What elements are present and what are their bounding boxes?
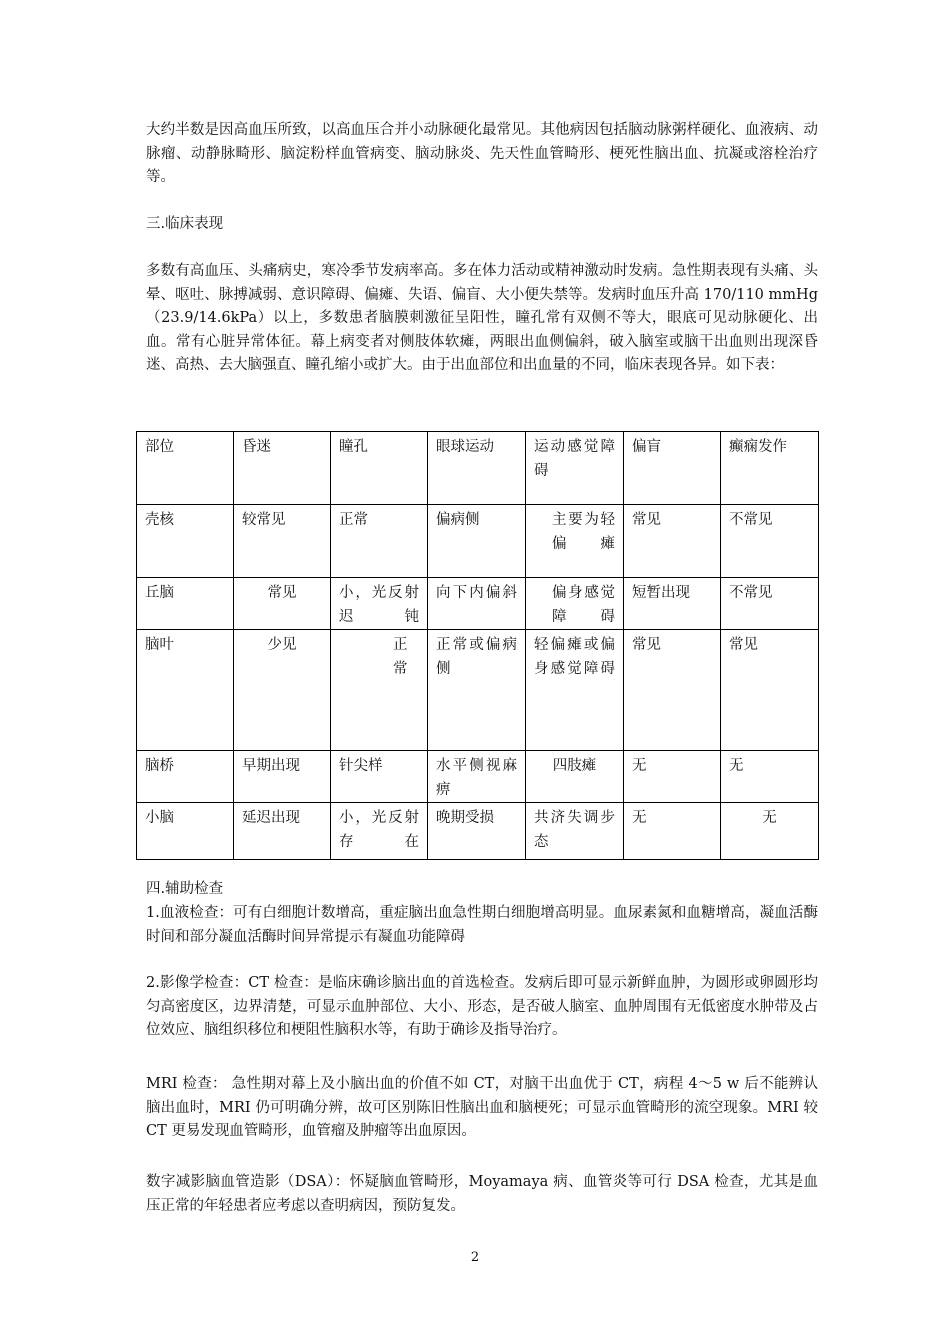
table-cell: 无	[624, 751, 721, 803]
intro-paragraph: 大约半数是因高血压所致，以高血压合并小动脉硬化最常见。其他病因包括脑动脉粥样硬化、血液病、动脉瘤、动静脉畸形、脑淀粉样血管病变、脑动脉炎、先天性血管畸形、梗死性脑出血、抗凝或溶栓治疗等。	[146, 122, 818, 185]
table-cell: 脑桥	[137, 751, 234, 803]
table-header-cell: 昏迷	[234, 432, 331, 505]
table-row	[137, 803, 819, 860]
table-cell: 常见	[624, 505, 721, 578]
table-row	[137, 751, 819, 803]
table-cell: 向下内偏斜	[428, 578, 526, 630]
table-cell: 常见	[624, 630, 721, 751]
table-cell: 常见	[721, 630, 819, 751]
table-cell: 轻偏瘫或偏身感觉障碍	[526, 630, 624, 751]
imaging-paragraph: 2.影像学检查：CT 检查：是临床确诊脑出血的首选检查。发病后即可显示新鲜血肿，为圆形或卵圆形均匀高密度区，边界清楚，可显示血肿部位、大小、形态，是否破人脑室、血肿周围有无低密度水肿带及占位效应、脑组织移位和梗阻性脑积水等，有助于确诊及指导治疗。	[146, 975, 818, 1038]
table-row	[137, 630, 819, 751]
table-cell: 早期出现	[234, 751, 331, 803]
table-cell: 主要为轻偏瘫	[526, 505, 624, 578]
table-header-cell: 眼球运动	[428, 432, 526, 505]
table-row	[137, 505, 819, 578]
table-cell: 小，光反射存在	[331, 803, 428, 860]
table-cell: 偏病侧	[428, 505, 526, 578]
table-cell: 较常见	[234, 505, 331, 578]
table-cell: 不常见	[721, 505, 819, 578]
mri-paragraph: MRI 检查： 急性期对幕上及小脑出血的价值不如 CT，对脑干出血优于 CT，病程 4～5 w 后不能辨认脑出血时，MRI 仍可明确分辨，故可区别陈旧性脑出血和脑梗死；可显示血管畸形的流空现象。MRI 较 CT 更易发现血管畸形，血管瘤及肿瘤等出血原因。	[146, 1076, 818, 1139]
table-cell: 延迟出现	[234, 803, 331, 860]
table-cell: 晚期受损	[428, 803, 526, 860]
table-cell: 四肢瘫	[526, 751, 624, 803]
table-cell: 无	[624, 803, 721, 860]
table-cell: 正常	[331, 630, 428, 751]
table-header-row	[137, 432, 819, 505]
hemorrhage-comparison-table	[136, 431, 819, 860]
table-cell: 丘脑	[137, 578, 234, 630]
table-cell: 脑叶	[137, 630, 234, 751]
table-cell: 常见	[234, 578, 331, 630]
table-cell: 不常见	[721, 578, 819, 630]
table-header-cell: 部位	[137, 432, 234, 505]
dsa-paragraph: 数字减影脑血管造影（DSA）：怀疑脑血管畸形，Moyamaya 病、血管炎等可行 DSA 检查，尤其是血压正常的年轻患者应考虑以查明病因，预防复发。	[146, 1174, 818, 1214]
table-cell: 壳核	[137, 505, 234, 578]
table-cell: 小脑	[137, 803, 234, 860]
table-cell: 少见	[234, 630, 331, 751]
table-row	[137, 578, 819, 630]
table-cell: 小，光反射迟钝	[331, 578, 428, 630]
table-cell: 正常	[331, 505, 428, 578]
section-heading-auxiliary: 四.辅助检查	[146, 881, 224, 897]
table-cell: 共济失调步态	[526, 803, 624, 860]
page-number: 2	[470, 1250, 480, 1265]
table-cell: 无	[721, 803, 819, 860]
table-header-cell: 瞳孔	[331, 432, 428, 505]
table-header-cell: 运动感觉障碍	[526, 432, 624, 505]
table-cell: 无	[721, 751, 819, 803]
section-heading-clinical: 三.临床表现	[146, 216, 224, 232]
table-cell: 水平侧视麻痹	[428, 751, 526, 803]
table-header-cell: 偏盲	[624, 432, 721, 505]
clinical-paragraph: 多数有高血压、头痛病史，寒冷季节发病率高。多在体力活动或精神激动时发病。急性期表现有头痛、头晕、呕吐、脉搏减弱、意识障碍、偏瘫、失语、偏盲、大小便失禁等。发病时血压升高 170/110 mmHg（23.9/14.6kPa）以上，多数患者脑膜刺激征呈阳性，瞳孔常有双侧不等大，眼底可见动脉硬化、出血。常有心脏异常体征。幕上病变者对侧肢体软瘫，两眼出血侧偏斜，破入脑室或脑干出血则出现深昏迷、高热、去大脑强直、瞳孔缩小或扩大。由于出血部位和出血量的不同，临床表现各异。如下表：	[146, 263, 818, 373]
table-header-cell: 癫痫发作	[721, 432, 819, 505]
table-cell: 针尖样	[331, 751, 428, 803]
blood-test-paragraph: 1.血液检查：可有白细胞计数增高，重症脑出血急性期白细胞增高明显。血尿素氮和血糖增高，凝血活酶时间和部分凝血活酶时间异常提示有凝血功能障碍	[146, 905, 818, 945]
table-cell: 偏身感觉障碍	[526, 578, 624, 630]
table-cell: 正常或偏病侧	[428, 630, 526, 751]
table-cell: 短暂出现	[624, 578, 721, 630]
